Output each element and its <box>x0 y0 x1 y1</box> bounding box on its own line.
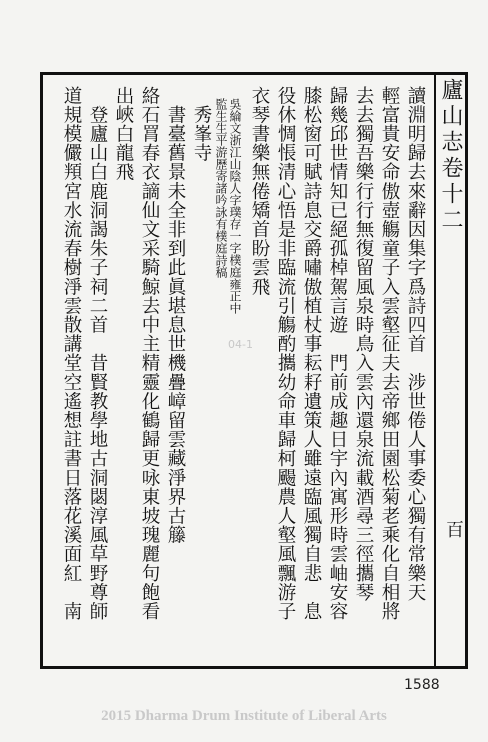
book-title: 廬山志 <box>438 78 463 156</box>
text-column-14: 登廬山白鹿洞謁朱子祠二首 昔賢教學地古洞閟淳風草野尊師 <box>87 86 108 621</box>
bio-note-line-2: 監生生平游歷寄諸吟詠有樸庭詩稿 <box>214 86 228 278</box>
text-column-11: 書臺舊景未全非到此眞堪息世機疊嶂留雲藏淨界古籐 <box>165 86 186 545</box>
footer-watermark: 2015 Dharma Drum Institute of Liberal Arts <box>101 708 387 724</box>
text-column-13: 出峽白龍飛 <box>113 86 134 182</box>
bio-note-line-1: 吳綸文浙江山陰人字璞存一字樸庭雍正中 <box>228 86 242 314</box>
text-column-4: 歸幾邱世情知已絕孤棹駕言遊 門前成趣日宇內寓形時雲岫安容 <box>327 86 348 621</box>
text-column-1: 讀淵明歸去來辭因集字爲詩四首 涉世倦人事委心獨有常樂天 <box>405 86 426 602</box>
volume-label: 卷十二 <box>438 156 463 234</box>
text-column-6: 役休惆悵清心悟是非臨流引觴酌攜幼命車歸柯颺農人壑風飄游子 <box>275 86 296 621</box>
poem-title-xiufeng: 秀峯寺 <box>191 86 212 163</box>
text-column-12: 絡石罥春衣謫仙文采騎鯨去中主精靈化鶴歸更咏東坡瑰麗句飽看 <box>139 86 160 621</box>
page-number: 1588 <box>404 677 440 693</box>
stamp-mark: 04-1 <box>228 338 253 351</box>
text-column-3: 去去獨吾樂行行無復留風泉時鳥入雲內還泉流載酒尋三徑攜琴 <box>353 86 374 602</box>
folio-mark: 百 <box>443 520 464 538</box>
text-column-5: 膝松窗可賦詩息交爵嘯傲植杖事耘耔遺策人雖遠臨風獨自悲 息 <box>301 86 322 621</box>
text-column-2: 輕富貴安命傲壺觴童子入雲壑征夫去帝鄉田園松菊老乘化自相將 <box>379 86 400 621</box>
page-header <box>440 78 466 234</box>
text-column-7: 衣琴書樂無倦矯首盼雲飛 <box>249 86 270 297</box>
text-column-15: 道規模儼頖宮水流春樹淨雲散講堂空遙想註書日落花溪面紅 南 <box>61 86 82 621</box>
